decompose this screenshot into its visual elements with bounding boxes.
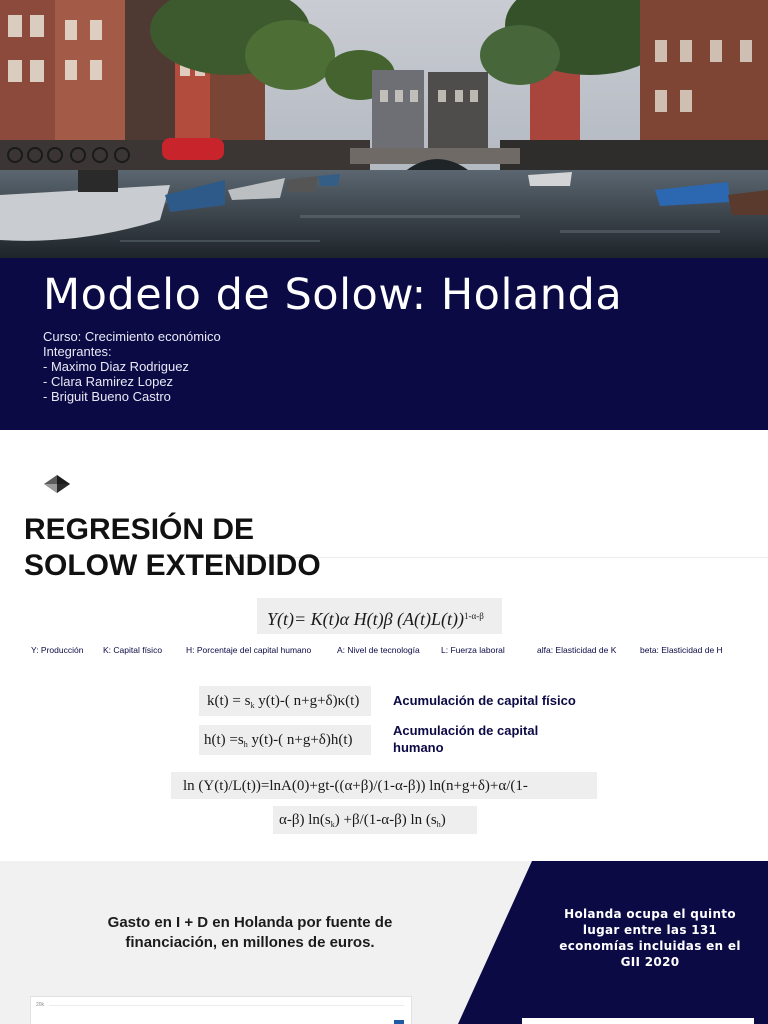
legend-a: A: Nivel de tecnología	[337, 645, 420, 655]
presentation-title: Modelo de Solow: Holanda	[43, 270, 623, 320]
eq-k-subscript: k	[250, 701, 255, 710]
eq-h-part: y(t)-( n+g+δ)h(t)	[247, 732, 353, 748]
course-label: Curso: Crecimiento económico	[43, 329, 221, 344]
rd-spending-slide	[0, 861, 768, 1024]
canal-photo	[0, 0, 768, 258]
member-item: - Clara Ramirez Lopez	[43, 374, 174, 389]
regression-equation-line2	[273, 806, 477, 834]
legend-k: K: Capital físico	[103, 645, 163, 655]
heading-line: REGRESIÓN DE	[24, 513, 255, 546]
regression-equation-line1: ln (Y(t)/L(t))=lnA(0)+gt-((α+β)/(1-α-β)) ln(n+g+δ)+α/(1-	[171, 772, 597, 799]
panel-white-strip	[522, 1018, 754, 1024]
title-band	[0, 258, 768, 430]
main-equation	[257, 598, 502, 634]
eq-long2-part: ) +β/(1-α-β) ln (s	[334, 812, 437, 828]
legend-h: H: Porcentaje del capital humano	[186, 645, 312, 655]
rd-spending-chart	[30, 996, 412, 1024]
section-heading	[24, 512, 321, 584]
eq-long2-part: )	[440, 812, 446, 828]
regression-slide	[0, 430, 768, 860]
legend-beta: beta: Elasticidad de H	[640, 645, 723, 655]
capital-accumulation-label: Acumulación de capital físico	[393, 693, 576, 708]
chart-tick-label: 20k	[36, 1002, 45, 1008]
cube-logo-icon	[42, 473, 72, 495]
member-item: - Briguit Bueno Castro	[43, 389, 171, 404]
legend-l: L: Fuerza laboral	[441, 645, 505, 655]
main-equation-text: Y(t)= K(t)α H(t)β (A(t)L(t))	[267, 609, 465, 629]
eq-long2-part: α-β) ln(s	[279, 812, 331, 828]
eq-long2-subscript: h	[436, 820, 441, 829]
legend-alfa: alfa: Elasticidad de K	[537, 645, 617, 655]
member-item: - Maximo Diaz Rodriguez	[43, 359, 189, 374]
eq-k-part: k(t) = s	[207, 693, 251, 709]
main-equation-exponent: 1-α-β	[464, 611, 484, 621]
gii-ranking-text: Holanda ocupa el quinto lugar entre las 131 economías incluidas en el GII 2020	[559, 907, 741, 969]
eq-h-part: h(t) =s	[204, 732, 244, 748]
eq-long2-subscript: k	[330, 820, 335, 829]
chart-bar	[394, 1020, 404, 1024]
capital-accumulation-equation	[199, 686, 371, 716]
eq-k-part: y(t)-( n+g+δ)κ(t)	[254, 693, 360, 709]
heading-line: SOLOW EXTENDIDO	[24, 549, 321, 582]
eq-h-subscript: h	[243, 740, 248, 749]
variable-legend	[0, 645, 768, 659]
rd-spending-title: Gasto en I + D en Holanda por fuente de financiación, en millones de euros.	[107, 914, 393, 951]
human-capital-equation	[199, 725, 371, 755]
human-capital-label: Acumulación de capital humano	[393, 723, 539, 755]
chart-gridline	[49, 1005, 404, 1006]
members-label: Integrantes:	[43, 344, 112, 359]
legend-y: Y: Producción	[31, 645, 84, 655]
cover-details	[43, 329, 221, 404]
